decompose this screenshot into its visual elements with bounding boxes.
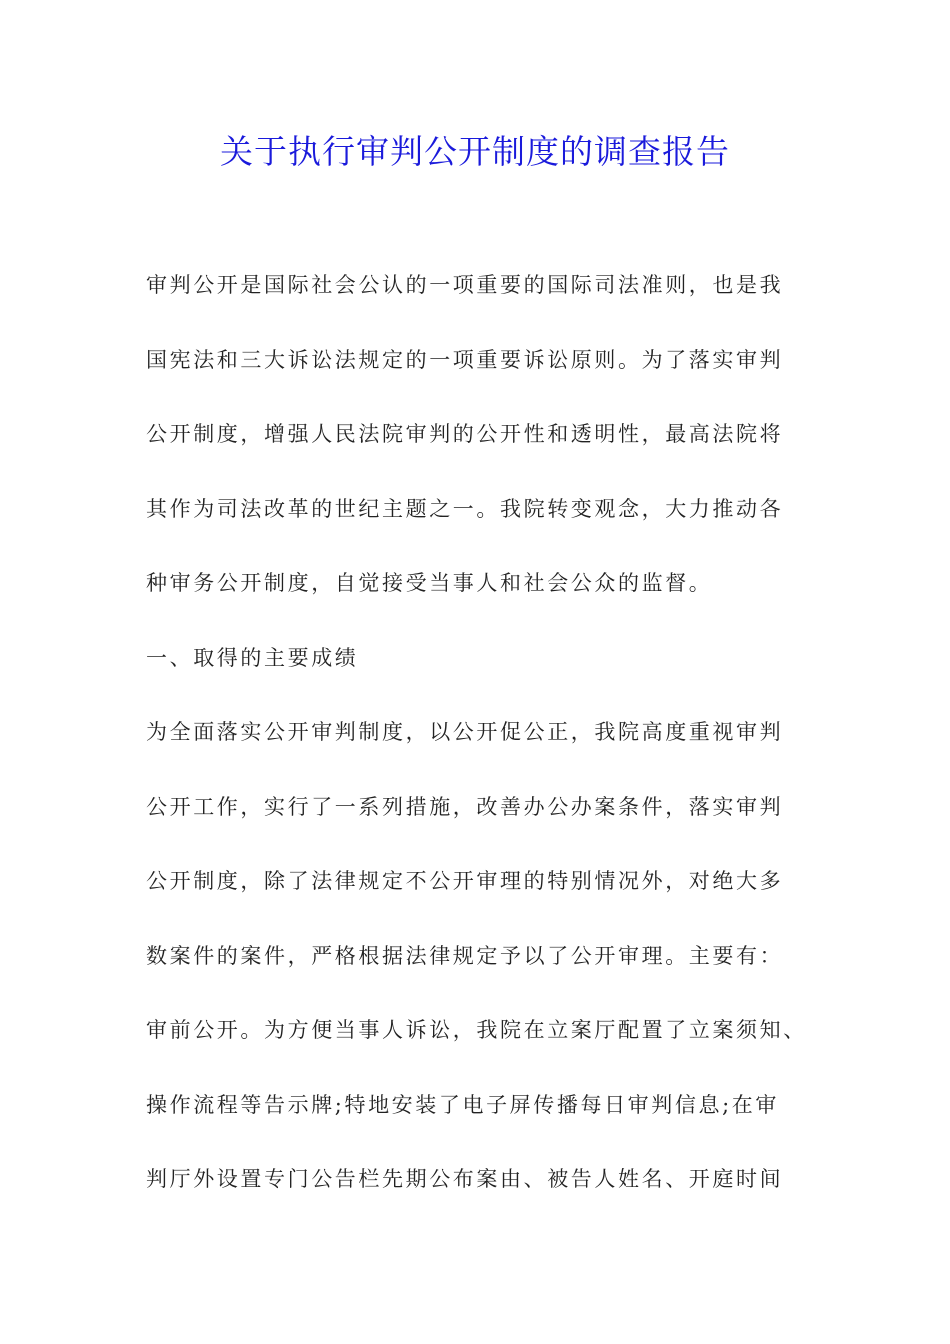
paragraph-line: 国宪法和三大诉讼法规定的一项重要诉讼原则。为了落实审判: [146, 348, 784, 372]
paragraph-line: 公开制度，除了法律规定不公开审理的特别情况外，对绝大多: [146, 869, 784, 893]
paragraph-line: 种审务公开制度，自觉接受当事人和社会公众的监督。: [146, 571, 713, 595]
paragraph-line: 数案件的案件，严格根据法律规定予以了公开审理。主要有：: [146, 944, 784, 968]
paragraph-line: 其作为司法改革的世纪主题之一。我院转变观念，大力推动各: [146, 497, 784, 521]
document-title: 关于执行审判公开制度的调查报告: [220, 132, 730, 171]
paragraph-line: 判厅外设置专门公告栏先期公布案由、被告人姓名、开庭时间: [146, 1167, 784, 1191]
paragraph-line: 为全面落实公开审判制度，以公开促公正，我院高度重视审判: [146, 720, 784, 744]
paragraph-line: 公开工作，实行了一系列措施，改善办公办案条件，落实审判: [146, 795, 784, 819]
section-heading: 一、取得的主要成绩: [146, 646, 359, 670]
paragraph-line: 操作流程等告示牌;特地安装了电子屏传播每日审判信息;在审: [146, 1093, 779, 1117]
paragraph-line: 审前公开。为方便当事人诉讼，我院在立案厅配置了立案须知、: [146, 1018, 807, 1042]
paragraph-line: 公开制度，增强人民法院审判的公开性和透明性，最高法院将: [146, 422, 784, 446]
paragraph-line: 审判公开是国际社会公认的一项重要的国际司法准则，也是我: [146, 273, 784, 297]
